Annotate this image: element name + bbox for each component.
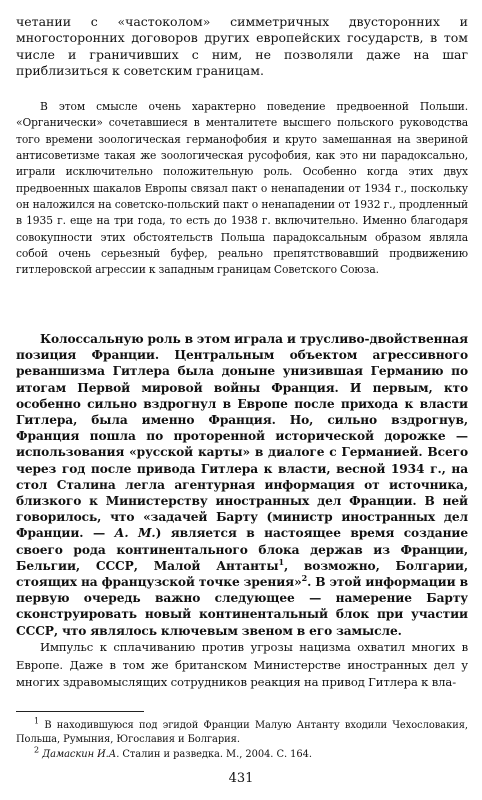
footnote-1-mark: 1 xyxy=(34,716,40,726)
author-initials: А. М. xyxy=(114,526,156,541)
footnote-2-text: Сталин и разведка. М., 2004. С. 164. xyxy=(122,749,312,760)
footnote-ref-1: 1 xyxy=(278,556,284,567)
footnote-2-mark: 2 xyxy=(34,745,40,755)
paragraph-2: В этом смысле очень характерно поведение предвоенной Польши. «Органически» сочетавшиеся в менталитете высшего польского руководства того времени зоологическая германофобия и круто замешанная на звериной антисоветизме такая же зоологическая русофобия, как это ни парадоксально, играли исключительно положительную роль. Особенно когда этих двух предвоенных шакалов Европы связал пакт о ненападении от 1934 г., поскольку он наложился на советско-польский пакт о ненападении от 1932 г., продленный в 1935 г. еще на три года, то есть до 1938 г. включительно. Именно благодаря совокупности этих обстоятельств Польша парадоксальным образом являла собой очень серьезный буфер, реально препятствовавший продвижению гитлеровской агрессии к западным границам Советского Союза. xyxy=(16,100,468,277)
paragraph-3-part-2: ) является в настоящее время создание своего рода континентального блока держав из Франции, Бельгии, СССР, Малой Антанты xyxy=(16,526,468,573)
footnote-divider xyxy=(16,711,144,712)
footnote-ref-2: 2 xyxy=(301,572,308,583)
paragraph-4: Импульс к сплачиванию против угрозы нацизма охватил многих в Европе. Даже в том же британском Министерстве иностранных дел у многих здравомыслящих сотрудников реакция на привод Гитлера к вла- xyxy=(16,640,468,689)
footnote-1-text: В находившуюся под эгидой Франции Малую Антанту входили Чехословакия, Польша, Румыния, Югославия и Болгария. xyxy=(16,720,468,745)
paragraph-3-part-3: , возможно, Болгарии, стоящих на французской точке зрения» xyxy=(16,558,469,590)
page-number: 431 xyxy=(228,771,254,786)
paragraph-3-part-4: . В этой информации в первую очередь важно следующее — намерение Барту сконструировать новый континентальный блок при участии СССР, что являлось ключевым звеном в его замысле. xyxy=(16,575,468,638)
paragraph-1: четании с «частоколом» симметричных двусторонних и многосторонних договоров других европейских государств, в том числе и граничивших с ним, не позволяли даже на шаг приблизиться к советским границам. xyxy=(16,14,468,79)
footnote-1 xyxy=(16,716,468,747)
footnote-2 xyxy=(16,745,468,762)
paragraph-3-part-1: Колоссальную роль в этом играла и трусливо-двойственная позиция Франции. Центральным объектом агрессивного реваншизма Гитлера была доныне унизившая Германию по итогам Первой мировой войны Франция. И первым, кто особенно сильно вздрогнул в Европе после прихода к власти Гитлера, была именно Франция. Но, сильно вздрогнув, Франция пошла по проторенной исторической дорожке — использования «русской карты» в диалоге с Германией. Всего через год после привода Гитлера к власти, весной 1934 г., на стол Сталина легла агентурная информация от источника, близкого к Министерству иностранных дел Франции. В ней говорилось, что «задачей Барту (министр иностранных дел Франции. — xyxy=(16,332,468,541)
paragraph-3 xyxy=(16,331,468,639)
footnote-2-author: Дамаскин И.А. xyxy=(42,749,120,760)
